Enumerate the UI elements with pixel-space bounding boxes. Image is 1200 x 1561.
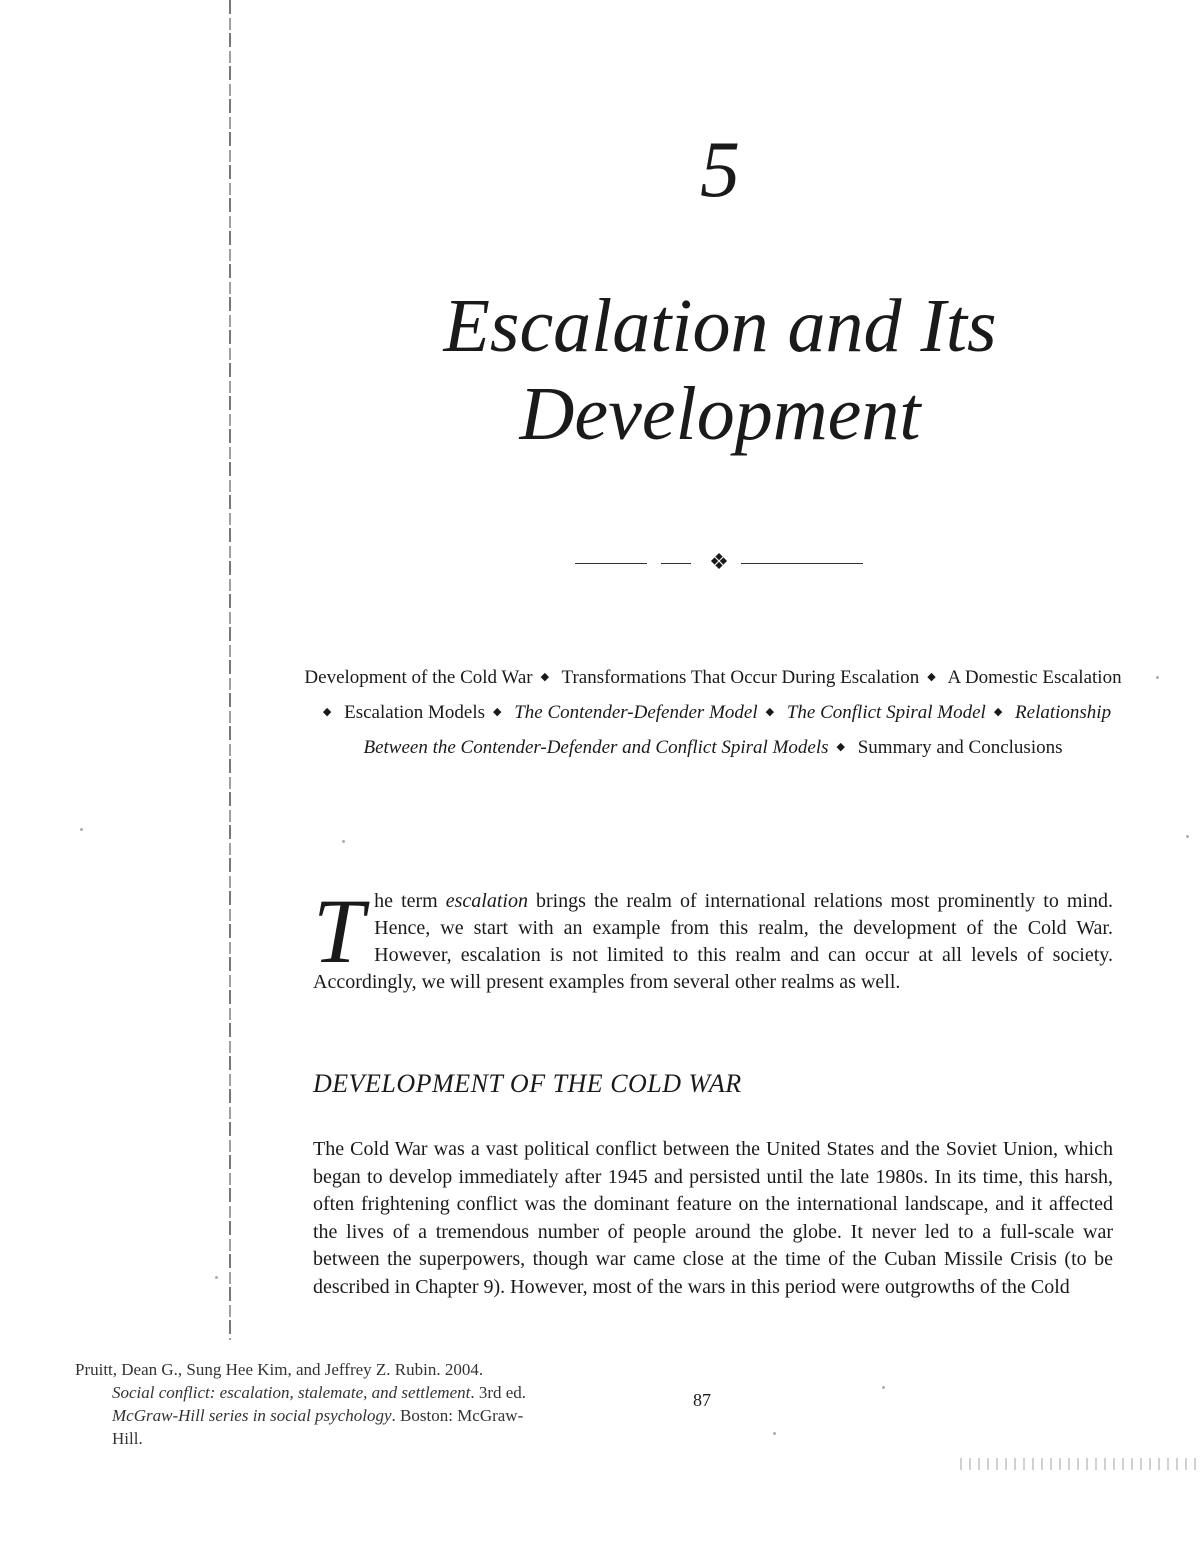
ornament-divider [575, 549, 863, 576]
scan-speck [1156, 676, 1159, 679]
scan-speck [773, 1432, 776, 1435]
contents-item-cold-war: Development of the Cold War [304, 667, 533, 688]
citation-note [75, 1358, 675, 1450]
citation-series: McGraw-Hill series in social psychology [112, 1406, 392, 1425]
contents-item-escalation-models: Escalation Models [344, 702, 485, 723]
ornament-rule-right [741, 563, 863, 564]
contents-item-transformations: Transformations That Occur During Escalation [561, 667, 920, 688]
chapter-title: Escalation and Its Development [443, 284, 997, 456]
ornament-diamond-icon: ❖ [709, 549, 729, 574]
contents-separator-icon: ◆ [993, 706, 1003, 718]
contents-separator-icon: ◆ [836, 741, 845, 753]
contents-item-summary: Summary and Conclusions [857, 737, 1063, 758]
contents-item-domestic-escalation: A Domestic Escalation [947, 667, 1122, 688]
citation-source [75, 1381, 675, 1404]
citation-authors: Pruitt, Dean G., Sung Hee Kim, and Jeffrey Z. Rubin. 2004. [75, 1360, 484, 1379]
contents-separator-icon: ◆ [540, 671, 550, 683]
contents-item-conflict-spiral: The Conflict Spiral Model [786, 702, 986, 723]
scan-noise [960, 1458, 1196, 1470]
chapter-number: 5 [700, 126, 740, 214]
scan-speck [882, 1386, 885, 1389]
section-paragraph: The Cold War was a vast political conflict between the United States and the Soviet Union, which began to develop immediately after 1945 and persisted until the late 1980s. In its time, this harsh, often frightening conflict was the dominant feature on the international landscape, and it affected the lives of a tremendous number of people around the globe. It never led to a full-scale war between the superpowers, though war came close at the time of the Cuban Missile Crisis (to be described in Chapter 9). However, most of the wars in this period were outgrowths of the Cold [313, 1138, 1113, 1298]
contents-separator-icon: ◆ [927, 671, 936, 683]
contents-separator-icon: ◆ [493, 706, 502, 718]
contents-separator-icon: ◆ [765, 706, 775, 718]
scan-speck [1186, 835, 1189, 838]
citation-publisher: . Boston: McGraw- [391, 1406, 524, 1425]
intro-text-rest: brings the realm of international relations most prominently to mind. Hence, we start with an example from this realm, the development of the Cold War. However, escalation is not limited to this realm and can occur at all levels of society. Accordingly, we will present examples from several other realms as well. [313, 890, 1113, 993]
drop-cap: T [313, 880, 365, 982]
section-heading: DEVELOPMENT OF THE COLD WAR [313, 1069, 742, 1098]
scan-speck [215, 1276, 218, 1279]
contents-separator-icon: ◆ [322, 706, 332, 718]
citation-series-line [75, 1404, 675, 1427]
contents-item-relationship: Relationship Between the Contender-Defender and Conflict Spiral Models [363, 702, 1112, 758]
contents-item-contender-defender: The Contender-Defender Model [514, 702, 758, 723]
scan-speck [342, 840, 345, 843]
page-number: 87 [693, 1390, 711, 1410]
citation-publisher-end: Hill. [112, 1429, 143, 1448]
ornament-rule-left-short [661, 563, 691, 564]
chapter-contents [300, 660, 1126, 765]
scan-speck [80, 828, 83, 831]
citation-edition: . 3rd ed. [470, 1383, 527, 1402]
intro-paragraph [313, 880, 1113, 996]
intro-term: escalation [445, 890, 528, 912]
intro-text-start: he term [374, 890, 446, 912]
citation-book-title: Social conflict: escalation, stalemate, and settlement [112, 1383, 471, 1402]
ornament-rule-left [575, 563, 647, 564]
